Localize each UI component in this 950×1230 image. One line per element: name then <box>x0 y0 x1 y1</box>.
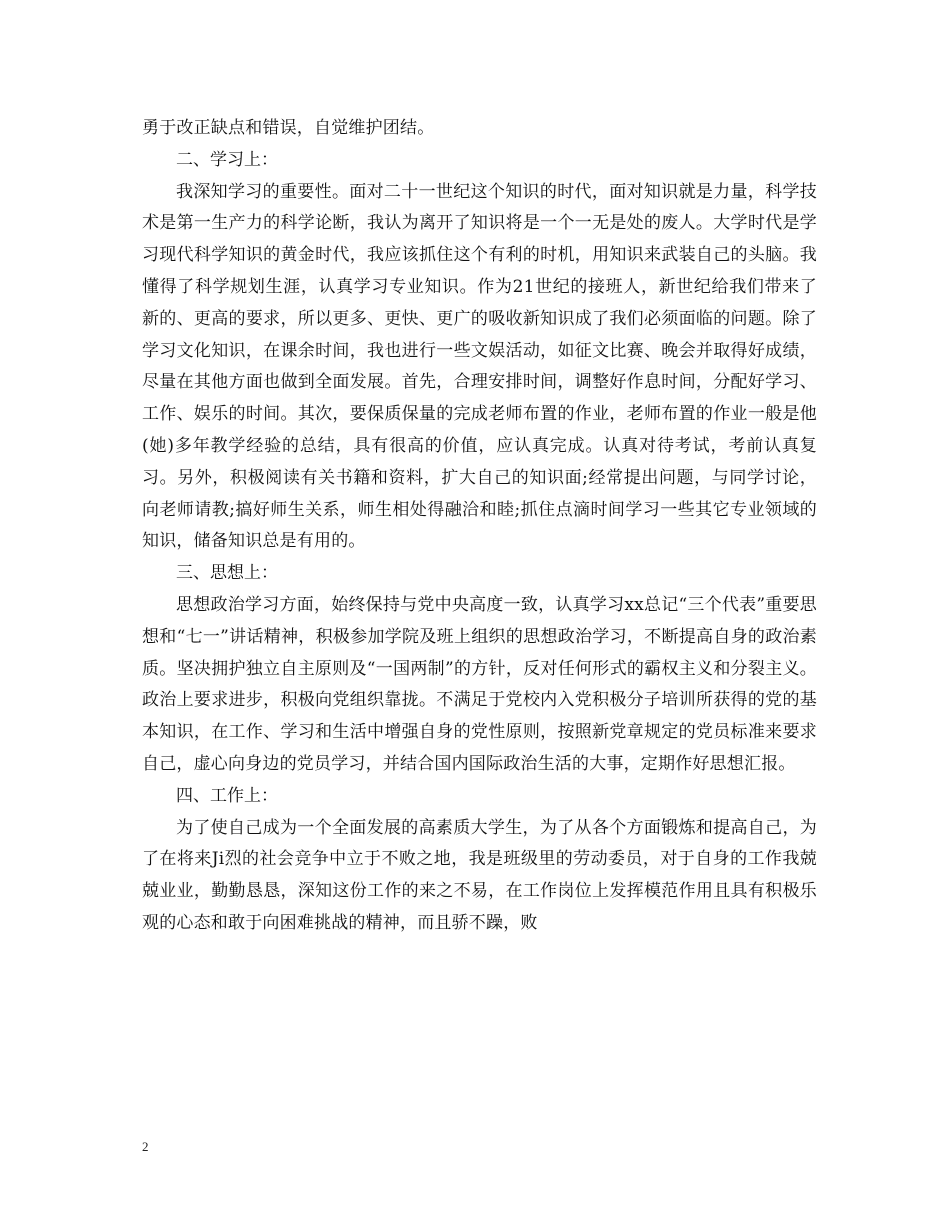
section-heading-thought: 三、思想上： <box>176 563 278 584</box>
paragraph-work: 为了使自己成为一个全面发展的高素质大学生，为了从各个方面锻炼和提高自己，为了在将来Ji烈的社会竞争中立于不败之地，我是班级里的劳动委员，对于自身的工作我兢兢业业，勤勤恳恳，深知这份工作的来之不易，在工作岗位上发挥模范作用且具有积极乐观的心态和敢于向困难挑战的精神，而且骄不躁，败 <box>142 817 817 933</box>
section-heading-work: 四、工作上： <box>176 785 278 806</box>
section-heading-study: 二、学习上： <box>176 149 278 170</box>
paragraph-continuation: 勇于改正缺点和错误，自觉维护团结。 <box>142 118 435 138</box>
document-body <box>142 113 817 940</box>
paragraph-study: 我深知学习的重要性。面对二十一世纪这个知识的时代，面对知识就是力量，科学技术是第一生产力的科学论断，我认为离开了知识将是一个一无是处的废人。大学时代是学习现代科学知识的黄金时代，我应该抓住这个有利的时机，用知识来武装自己的头脑。我懂得了科学规划生涯，认真学习专业知识。作为21世纪的接班人，新世纪给我们带来了新的、更高的要求，所以更多、更快、更广的吸收新知识成了我们必须面临的问题。除了学习文化知识，在课余时间，我也进行一些文娱活动，如征文比赛、晚会并取得好成绩，尽量在其他方面也做到全面发展。首先，合理安排时间，调整好作息时间，分配好学习、工作、娱乐的时间。其次，要保质保量的完成老师布置的作业，老师布置的作业一般是他(她)多年教学经验的总结，具有很高的价值，应认真完成。认真对待考试，考前认真复习。另外，积极阅读有关书籍和资料，扩大自己的知识面;经常提出问题，与同学讨论，向老师请教;搞好师生关系，师生相处得融洽和睦;抓住点滴时间学习一些其它专业领域的知识，储备知识总是有用的。 <box>142 181 817 552</box>
paragraph-thought: 思想政治学习方面，始终保持与党中央高度一致，认真学习xx总记“三个代表”重要思想和“七一”讲话精神，积极参加学院及班上组织的思想政治学习，不断提高自身的政治素质。坚决拥护独立自主原则及“一国两制”的方针，反对任何形式的霸权主义和分裂主义。政治上要求进步，积极向党组织靠拢。不满足于党校内入党积极分子培训所获得的党的基本知识，在工作、学习和生活中增强自身的党性原则，按照新党章规定的党员标准来要求自己，虚心向身边的党员学习，并结合国内国际政治生活的大事，定期作好思想汇报。 <box>142 594 817 774</box>
page-number: 2 <box>142 1139 149 1154</box>
